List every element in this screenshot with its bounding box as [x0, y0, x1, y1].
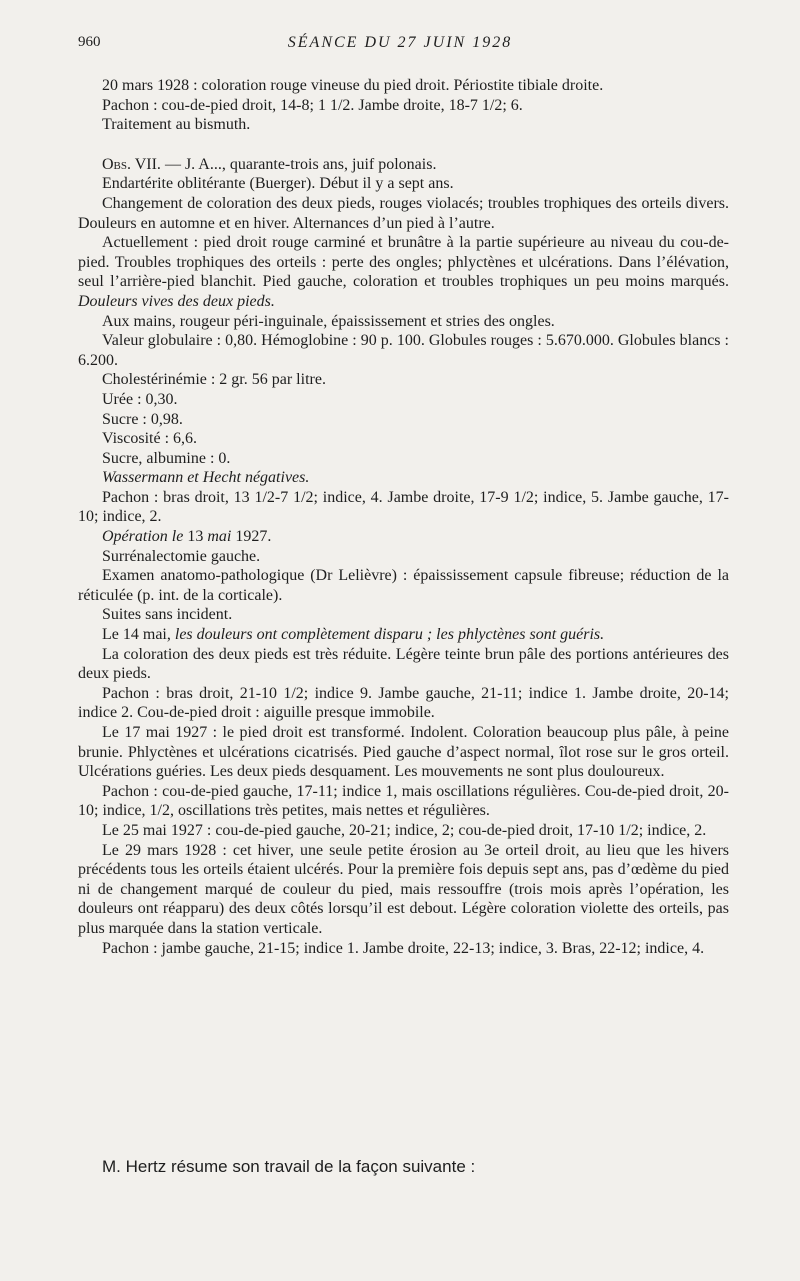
text-run: Viscosité : 6,6. [102, 430, 198, 448]
text-run: Urée : 0,30. [102, 390, 178, 408]
italic-text: les douleurs ont complètement disparu ; les phlyctènes sont guéris. [174, 626, 605, 644]
text-run: Pachon : cou-de-pied droit, 14-8; 1 1/2. Jambe droite, 18-7 1/2; 6. [102, 96, 523, 114]
text-run: Aux mains, rougeur péri-inguinale, épaississement et stries des ongles. [102, 312, 555, 330]
text-run: — J. A..., quarante-trois ans, juif polonais. [160, 155, 437, 173]
text-run: Cholestérinémie : 2 gr. 56 par litre. [102, 371, 326, 389]
paragraph [78, 429, 729, 449]
paragraph [78, 645, 729, 684]
small-caps-text: Obs. VII. [102, 155, 161, 173]
running-title: SÉANCE DU 27 JUIN 1928 [287, 34, 513, 51]
text-run: Actuellement : pied droit rouge carminé et brunâtre à la partie supérieure au niveau du cou-de-pied. Troubles trophiques des orteils : perte des ongles; phlyctènes et ulcérations. Dans l’élévation, seul l’arrière-pied blanchit. Pied gauche, coloration et troubles trophiques un peu moins marqués. [78, 234, 729, 291]
paragraph [78, 625, 729, 645]
closing-line: M. Hertz résume son travail de la façon suivante : [102, 1157, 476, 1176]
text-run: 20 mars 1928 : coloration rouge vineuse du pied droit. Périostite tibiale droite. [102, 77, 604, 94]
italic-text: Douleurs vives des deux pieds. [78, 292, 275, 310]
text-run: Sucre : 0,98. [102, 410, 183, 428]
text-run: Sucre, albumine : 0. [102, 449, 231, 467]
text-run: 13 [183, 528, 208, 546]
paragraph [78, 782, 729, 821]
italic-text: Opération le [102, 528, 184, 546]
paragraph [78, 312, 729, 332]
paragraph [78, 684, 729, 723]
paragraph [78, 174, 729, 194]
paragraph [78, 547, 729, 567]
paragraph [78, 390, 729, 410]
paragraph [78, 723, 729, 782]
paragraph [78, 821, 729, 841]
text-run: La coloration des deux pieds est très réduite. Légère teinte brun pâle des portions antérieures des deux pieds. [78, 645, 729, 683]
paragraph [78, 76, 729, 96]
text-run: Changement de coloration des deux pieds, rouges violacés; troubles trophiques des orteils divers. Douleurs en automne et en hiver. Alternances d’un pied à l’autre. [78, 194, 729, 232]
paragraph [78, 841, 729, 939]
text-run: Le 14 mai, [102, 626, 175, 644]
text-run: Le 17 mai 1927 : le pied droit est transformé. Indolent. Coloration beaucoup plus pâle, à peine brunie. Phlyctènes et ulcérations cicatrisés. Pied gauche d’aspect normal, îlot rose sur le gros orteil. Ulcérations guéries. Les deux pieds desquament. Les mouvements ne sont plus douloureux. [78, 724, 729, 781]
text-run: Valeur globulaire : 0,80. Hémoglobine : 90 p. 100. Globules rouges : 5.670.000. Globules blancs : 6.200. [78, 332, 729, 369]
text-run: Examen anatomo-pathologique (Dr Lelièvre) : épaississement capsule fibreuse; réduction de la réticulée (p. int. de la corticale). [78, 567, 729, 604]
paragraph [78, 488, 729, 527]
text-run: Suites sans incident. [102, 606, 233, 624]
text-run: Traitement au bismuth. [102, 116, 251, 134]
paragraph [78, 410, 729, 430]
text-run: Surrénalectomie gauche. [102, 547, 261, 565]
text-run: Pachon : bras droit, 21-10 1/2; indice 9. Jambe gauche, 21-11; indice 1. Jambe droite, 20-14; indice 2. Cou-de-pied droit : aiguille presque immobile. [78, 684, 729, 722]
paragraph [78, 370, 729, 390]
paragraph [78, 939, 729, 959]
text-run: Pachon : jambe gauche, 21-15; indice 1. Jambe droite, 22-13; indice, 3. Bras, 22-12; indice, 4. [102, 939, 705, 957]
italic-text: mai [207, 528, 232, 546]
paragraph [78, 566, 729, 605]
paragraph [78, 115, 729, 135]
paragraph [78, 449, 729, 469]
paragraph [78, 331, 729, 370]
paragraph [78, 194, 729, 233]
text-run: Le 25 mai 1927 : cou-de-pied gauche, 20-21; indice, 2; cou-de-pied droit, 17-10 1/2; indice, 2. [102, 821, 707, 839]
text-run: Pachon : bras droit, 13 1/2-7 1/2; indice, 4. Jambe droite, 17-9 1/2; indice, 5. Jambe gauche, 17-10; indice, 2. [78, 488, 729, 526]
paragraph [78, 96, 729, 116]
text-run: Endartérite oblitérante (Buerger). Début il y a sept ans. [102, 175, 454, 193]
text-run: Le 29 mars 1928 : cet hiver, une seule petite érosion au 3e orteil droit, au lieu que les hivers précédents tous les orteils étaient ulcérés. Pour la première fois depuis sept ans, pas d’œdème du pied ni de changement marqué de couleur du pied, mais ressouffre (trois mois après l’opération, les douleurs ont réapparu) des deux côtés lorsqu’il est debout. Légère coloration violette des orteils, pas plus marquée dans la station verticale. [78, 841, 729, 937]
paragraph [78, 605, 729, 625]
page-header [0, 34, 800, 60]
text-run: Pachon : cou-de-pied gauche, 17-11; indice 1, mais oscillations régulières. Cou-de-pied droit, 20-10; indice, 1/2, oscillations très petites, mais nettes et régulières. [78, 782, 729, 820]
paragraph [78, 233, 729, 311]
paragraph [78, 155, 729, 175]
page-number: 960 [78, 34, 101, 50]
paragraph [78, 468, 729, 488]
body-text [78, 76, 729, 958]
italic-text: Wassermann et Hecht négatives. [102, 469, 310, 487]
text-run: 1927. [231, 528, 272, 546]
paragraph [78, 527, 729, 547]
